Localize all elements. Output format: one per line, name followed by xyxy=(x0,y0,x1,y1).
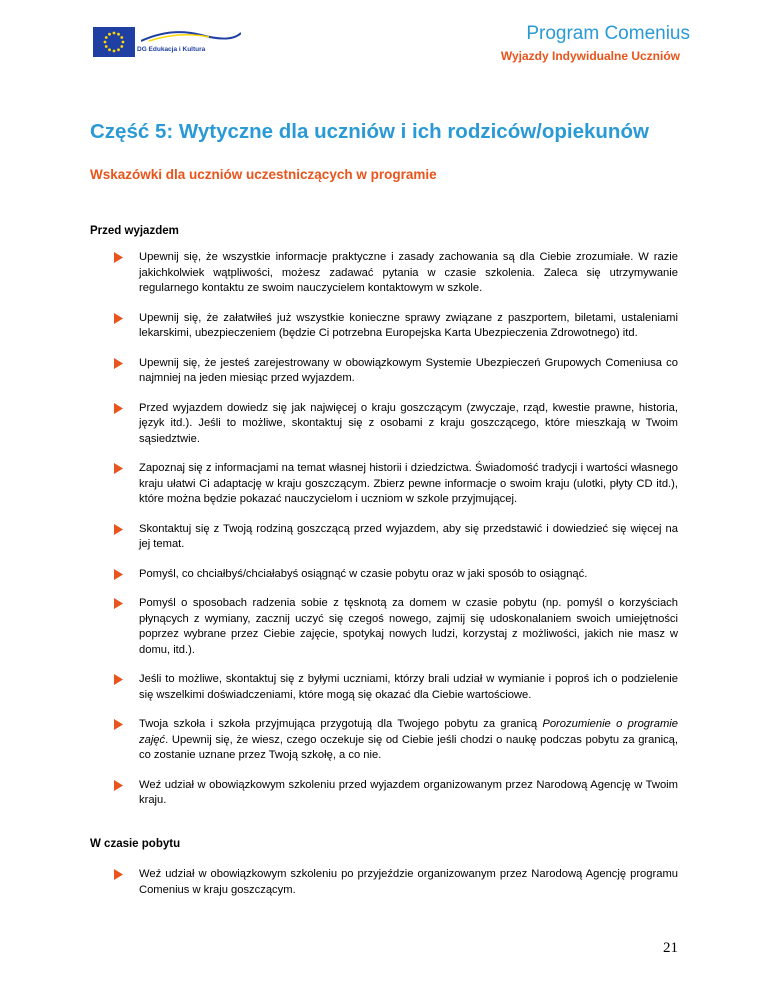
list-item-text: Upewnij się, że załatwiłeś już wszystkie konieczne sprawy związane z paszportem, biletami, ustaleniami lekarskimi, ubezpieczeniem (będzie Ci potrzebna Europejska Karta Ubezpieczenia Zdrowotnego) itd. xyxy=(139,311,678,339)
list-item-text: Pomyśl, co chciałbyś/chciałabyś osiągnąć w czasie pobytu oraz w jaki sposób to osiągnąć. xyxy=(139,567,588,580)
sub-heading: Wskazówki dla uczniów uczestniczących w programie xyxy=(90,167,437,182)
list-item xyxy=(113,461,678,508)
list-item xyxy=(113,401,678,448)
triangle-bullet-icon xyxy=(113,358,124,369)
list-item xyxy=(113,522,678,553)
list-item xyxy=(113,311,678,342)
program-subtitle: Wyjazdy Indywidualne Uczniów xyxy=(500,49,680,63)
list-item xyxy=(113,717,678,764)
agreement-emphasis: Porozumienie o programie zajęć xyxy=(139,718,678,746)
eu-flag-icon xyxy=(93,27,135,57)
page-number: 21 xyxy=(663,940,678,956)
list-item-text: Jeśli to możliwe, skontaktuj się z byłymi uczniami, którzy brali udział w wymianie i poproś ich o podzielenie się wszelkimi doświadczeniami, które mogą się okazać dla Ciebie wartościowe. xyxy=(139,673,678,701)
list-item-text: Zapoznaj się z informacjami na temat własnej historii i dziedzictwa. Świadomość tradycji i wartości własnego kraju ułatwi Ci adaptację w kraju goszczącym. Zbierz pewne informacje o swoim kraju (ulotki, płyty CD itd.), które można będzie pokazać nauczycielom i uczniom w szkole przyjmującej. xyxy=(139,462,678,505)
triangle-bullet-icon xyxy=(113,403,124,414)
list-item xyxy=(113,250,678,297)
triangle-bullet-icon xyxy=(113,313,124,324)
dg-swoosh-icon xyxy=(141,29,241,43)
triangle-bullet-icon xyxy=(113,598,124,609)
list-item xyxy=(113,672,678,703)
list-item-text-post: . Upewnij się, że wiesz, czego oczekuje się od Ciebie jeśli chodzi o naukę podczas pobytu za granicą, co zostanie uznane przez Twoją szkołę, a co nie. xyxy=(139,733,678,761)
triangle-bullet-icon xyxy=(113,569,124,580)
program-title: Program Comenius xyxy=(526,23,690,44)
list-item xyxy=(113,567,678,583)
list-item xyxy=(113,596,678,658)
triangle-bullet-icon xyxy=(113,780,124,791)
list-item xyxy=(113,356,678,387)
list-item-text: Weź udział w obowiązkowym szkoleniu przed wyjazdem organizowanym przez Narodową Agencję w Twoim kraju. xyxy=(139,778,678,806)
eu-logo xyxy=(93,27,243,57)
triangle-bullet-icon xyxy=(113,524,124,535)
triangle-bullet-icon xyxy=(113,463,124,474)
during-list xyxy=(113,867,678,898)
list-item-text xyxy=(139,718,678,761)
list-item-text: Przed wyjazdem dowiedz się jak najwięcej o kraju goszczącym (zwyczaje, rząd, kwestie prawne, historia, język itd.). Jeśli to możliwe, skontaktuj się z osobami z kraju goszczącego, które mieszkają w Twoim sąsiedztwie. xyxy=(139,401,678,445)
list-item xyxy=(113,867,678,898)
page-header xyxy=(0,0,768,70)
list-item-text: Skontaktuj się z Twoją rodziną goszczącą przed wyjazdem, aby się przedstawić i dowiedzieć się więcej na jej temat. xyxy=(139,522,678,550)
part-title: Część 5: Wytyczne dla uczniów i ich rodziców/opiekunów xyxy=(90,120,649,143)
list-item-text: Upewnij się, że wszystkie informacje praktyczne i zasady zachowania są dla Ciebie zrozumiałe. W razie jakichkolwiek wątpliwości, możesz zadawać pytania w czasie szkolenia. Zaleca się utrzymywanie regularnego kontaktu ze swoim nauczycielem kontaktowym w szkole. xyxy=(139,251,678,294)
before-list xyxy=(113,250,678,809)
list-item-text: Weź udział w obowiązkowym szkoleniu po przyjeździe organizowanym przez Narodową Agencję programu Comenius w kraju goszczącym. xyxy=(139,868,678,896)
triangle-bullet-icon xyxy=(113,252,124,263)
logo-caption: DG Edukacja i Kultura xyxy=(137,46,206,53)
list-item xyxy=(113,778,678,809)
section-heading-during: W czasie pobytu xyxy=(90,838,181,850)
list-item-text: Upewnij się, że jesteś zarejestrowany w obowiązkowym Systemie Ubezpieczeń Grupowych Comeniusa co najmniej na jeden miesiąc przed wyjazdem. xyxy=(139,356,678,384)
triangle-bullet-icon xyxy=(113,674,124,685)
triangle-bullet-icon xyxy=(113,869,124,880)
triangle-bullet-icon xyxy=(113,719,124,730)
section-heading-before: Przed wyjazdem xyxy=(90,225,179,237)
list-item-text: Pomyśl o sposobach radzenia sobie z tęsknotą za domem w czasie pobytu (np. pomyśl o korzyściach płynących z wymiany, zacznij uczyć się czegoś nowego, zajmij się udoskonalaniem swoich umiejętności poprzez wybrane przez Ciebie zajęcie, spotykaj nowych ludzi, korzystaj z możliwości, jakich nie masz w domu, itd.). xyxy=(139,597,678,656)
list-item-text-pre: Twoja szkoła i szkoła przyjmująca przygotują dla Twojego pobytu za granicą xyxy=(139,718,543,730)
